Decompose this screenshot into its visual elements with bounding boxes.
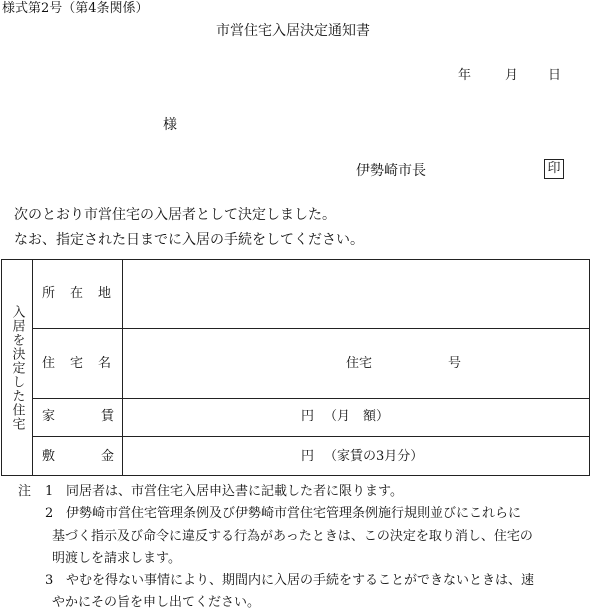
table-divider — [32, 260, 33, 475]
rent-monthly-note: （月 額） — [324, 409, 390, 424]
row-label-address: 所在地 — [42, 286, 127, 301]
deposit-note: （家賃の3月分） — [324, 449, 424, 464]
housing-number-unit: 号 — [448, 356, 462, 371]
note-text: やかにその旨を申し出てください。 — [52, 595, 261, 610]
note-text: 明渡しを請求します。 — [52, 551, 181, 566]
date-day-label: 日 — [548, 68, 562, 83]
table-side-header — [2, 260, 32, 475]
note-number: 3 — [45, 573, 54, 588]
note-text: 伊勢崎市営住宅管理条例及び伊勢崎市営住宅管理条例施行規則並びにこれらに — [66, 506, 522, 521]
date-year-label: 年 — [458, 68, 472, 83]
body-text-line: なお、指定された日までに入居の手続をしてください。 — [14, 232, 364, 248]
note-number: 2 — [45, 506, 54, 521]
note-text: 同居者は、市営住宅入居申込書に記載した者に限ります。 — [66, 484, 403, 499]
body-text-line: 次のとおり市営住宅の入居者として決定しました。 — [14, 207, 336, 223]
note-text: 基づく指示及び命令に違反する行為があったときは、この決定を取り消し、住宅の — [52, 529, 533, 544]
table-divider — [33, 328, 589, 329]
deposit-yen-unit: 円 — [301, 449, 315, 464]
form-label: 様式第2号（第4条関係） — [2, 1, 149, 16]
row-label-housing-name: 住宅名 — [42, 356, 127, 371]
note-text: やむを得ない事情により、期間内に入居の手続をすることができないときは、速 — [66, 573, 535, 588]
table-divider — [33, 398, 589, 399]
rent-yen-unit: 円 — [301, 409, 315, 424]
decision-table — [1, 259, 590, 476]
row-label-deposit: 敷金 — [42, 449, 161, 464]
side-header-text: 入居を決定した住宅 — [9, 304, 25, 431]
recipient-honorific: 様 — [163, 117, 177, 133]
row-label-rent: 家賃 — [42, 409, 161, 424]
table-divider — [33, 436, 589, 437]
note-number: 1 — [45, 484, 54, 499]
seal-mark: 印 — [544, 159, 564, 179]
notes-marker: 注 — [18, 484, 32, 499]
date-month-label: 月 — [505, 68, 519, 83]
issuer-name: 伊勢崎市長 — [356, 163, 426, 179]
document-title: 市営住宅入居決定通知書 — [216, 23, 370, 39]
housing-name-unit: 住宅 — [346, 356, 373, 371]
